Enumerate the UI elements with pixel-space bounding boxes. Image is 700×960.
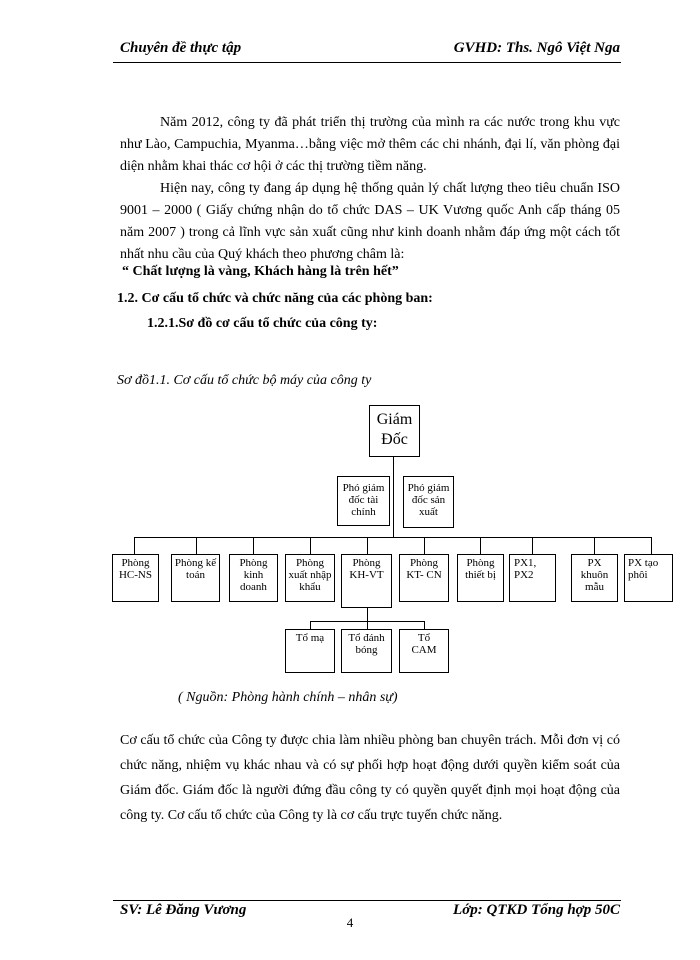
header-supervisor: GVHD: Ths. Ngô Việt Nga [453, 40, 620, 56]
team-polishing-box: Tổ đánh bóng [341, 629, 392, 673]
section-heading: 1.2. Cơ cấu tổ chức và chức năng của các phòng ban: [117, 291, 433, 306]
director-box: Giám Đốc [369, 405, 420, 457]
header-course: Chuyên đề thực tập [120, 40, 242, 56]
connector-khvt-trunk [367, 608, 368, 622]
team-cam-box: Tổ CAM [399, 629, 449, 673]
connector-team-3 [424, 621, 425, 629]
page-footer [120, 902, 620, 922]
footer-class: Lớp: QTKD Tổng hợp 50C [453, 902, 620, 918]
connector-dept-4 [310, 537, 311, 554]
header-rule [113, 62, 621, 63]
source-note: ( Nguồn: Phòng hành chính – nhân sự) [178, 690, 398, 705]
connector-department-bus [134, 537, 652, 538]
paragraph-structure: Cơ cấu tổ chức của Công ty được chia làm nhiều phòng ban chuyên trách. Mỗi đơn vị có chức năng, nhiệm vụ khác nhau và có sự phối hợp hoạt động dưới quyền kiểm soát của Giám đốc. Giám đốc là người đứng đầu công ty có quyền quyết định mọi hoạt động của công ty. Cơ cấu tổ chức của Công ty là cơ cấu trực tuyến chức năng. [120, 733, 620, 823]
connector-dept-9 [594, 537, 595, 554]
dept-business-box: Phòng kinh doanh [229, 554, 278, 602]
diagram-caption: Sơ đồ1.1. Cơ cấu tổ chức bộ máy của công ty [117, 373, 372, 388]
footer-rule [113, 900, 621, 901]
paragraph-iso: Hiện nay, công ty đang áp dụng hệ thống quản lý chất lượng theo tiêu chuẩn ISO 9001 – 2000 ( Giấy chứng nhận do tổ chức DAS – UK Vương quốc Anh cấp tháng 05 năm 2007 ) trong cả lĩnh vực sản xuất cũng như kinh doanh nhằm đáp ứng một cách tốt nhất nhu cầu của Quý khách theo phương châm là: [120, 181, 620, 262]
dept-mold-box: PX khuôn mẫu [571, 554, 618, 602]
connector-dept-6 [424, 537, 425, 554]
connector-team-2 [367, 621, 368, 629]
deputy-production-box: Phó giám đốc sản xuất [403, 476, 454, 528]
paragraph-expansion: Năm 2012, công ty đã phát triển thị trường của mình ra các nước trong khu vực như Lào, Campuchia, Myanma…bằng việc mở thêm các chi nhánh, đại lí, văn phòng đại diện nhằm khai thác cơ hội ở các thị trường tiềm năng. [120, 115, 620, 174]
connector-team-1 [310, 621, 311, 629]
dept-hc-ns-box: Phòng HC-NS [112, 554, 159, 602]
page-header [120, 40, 620, 60]
connector-dept-7 [480, 537, 481, 554]
connector-dept-1 [134, 537, 135, 554]
connector-dept-8 [532, 537, 533, 554]
company-motto: “ Chất lượng là vàng, Khách hàng là trên hết” [122, 264, 399, 279]
connector-director-trunk [393, 457, 394, 538]
team-plating-box: Tổ mạ [285, 629, 335, 673]
connector-dept-2 [196, 537, 197, 554]
connector-dept-5 [367, 537, 368, 554]
dept-equipment-box: Phòng thiết bị [457, 554, 504, 602]
dept-import-export-box: Phòng xuất nhập khẩu [285, 554, 335, 602]
dept-kh-vt-box: Phòng KH-VT [341, 554, 392, 608]
connector-dept-10 [651, 537, 652, 554]
dept-kt-cn-box: Phòng KT- CN [399, 554, 449, 602]
deputy-finance-box: Phó giám đốc tài chính [337, 476, 390, 526]
page-number: 4 [346, 915, 354, 930]
connector-dept-3 [253, 537, 254, 554]
footer-student: SV: Lê Đăng Vương [120, 902, 247, 918]
dept-blank-box: PX tạo phôi [624, 554, 673, 602]
dept-accounting-box: Phòng kế toán [171, 554, 220, 602]
dept-px1-px2-box: PX1, PX2 [509, 554, 556, 602]
subsection-heading: 1.2.1.Sơ đồ cơ cấu tổ chức của công ty: [147, 316, 378, 331]
